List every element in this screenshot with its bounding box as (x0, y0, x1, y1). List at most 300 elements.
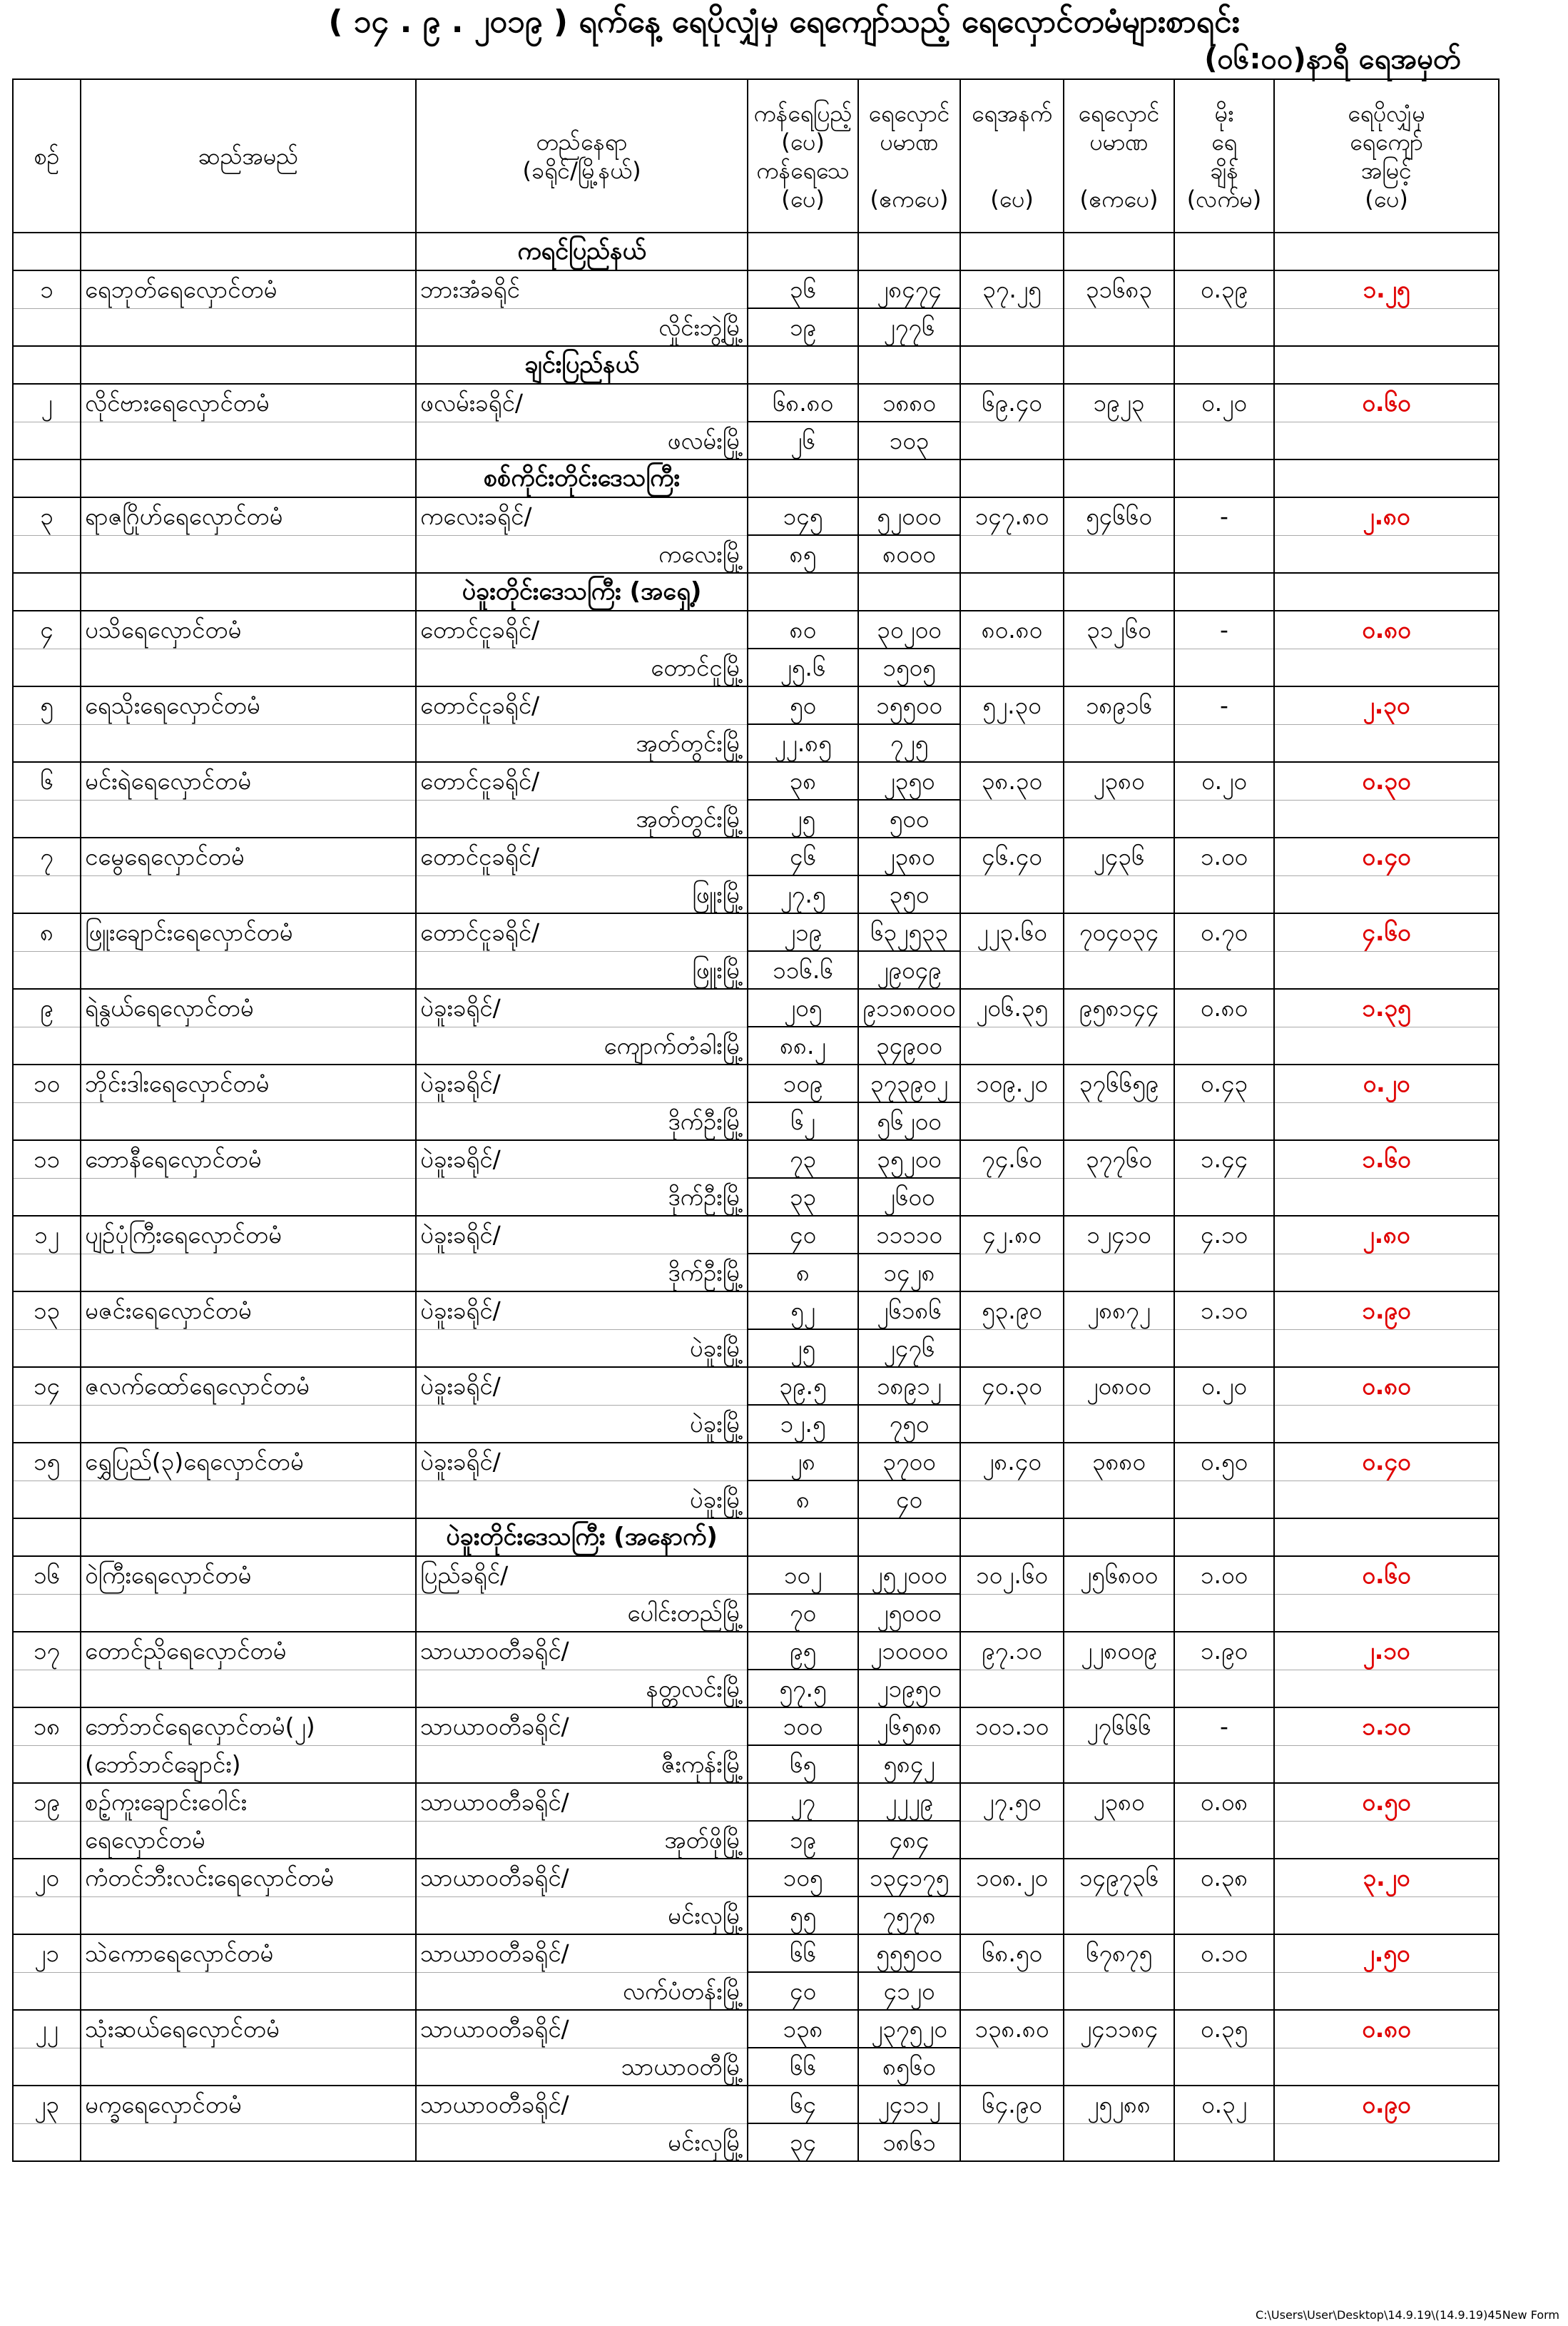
rainfall: ၀.၃၉ (1174, 270, 1274, 308)
overflow-height: ၀.၂၀ (1274, 1065, 1499, 1102)
cell-empty (1064, 649, 1174, 686)
overflow-height: ၂.၁၀ (1274, 1632, 1499, 1670)
table-row-sub (13, 1594, 1499, 1632)
cell-empty (960, 346, 1064, 384)
full-level: ၁၀၀ (748, 1707, 858, 1745)
cell-empty (1064, 875, 1174, 913)
cell-empty (1064, 1972, 1174, 2010)
table-row-sub (13, 724, 1499, 762)
cell-empty (1064, 1594, 1174, 1632)
dam-name-line2 (81, 1102, 416, 1140)
rainfall: ၀.၃၅ (1174, 2010, 1274, 2048)
capacity-full: ၂၆၅၈၈ (858, 1707, 960, 1745)
dam-name-line2 (81, 800, 416, 838)
dam-name: ရေသိုးရေလှောင်တမံ (81, 686, 416, 724)
water-depth: ၁၀၈.၂၀ (960, 1859, 1064, 1896)
cell-empty (1174, 1102, 1274, 1140)
cell-empty (1174, 1972, 1274, 2010)
table-row (13, 913, 1499, 951)
capacity-full: ၂၂၂၉ (858, 1783, 960, 1821)
overflow-height: ၂.၅၀ (1274, 1934, 1499, 1972)
water-depth: ၃၇.၂၅ (960, 270, 1064, 308)
capacity-dead: ၄၀ (858, 1481, 960, 1518)
cell-empty (1274, 1405, 1499, 1443)
table-row (13, 1556, 1499, 1594)
table-row (13, 2010, 1499, 2048)
table-row-sub (13, 308, 1499, 346)
table-row (13, 1367, 1499, 1405)
district: သာယာဝတီခရိုင်/ (416, 1934, 748, 1972)
cell-empty (858, 459, 960, 497)
cell-empty (960, 2123, 1064, 2161)
overflow-height: ၀.၄၀ (1274, 1443, 1499, 1481)
cell-empty (748, 573, 858, 611)
dam-name: ဝဲကြီးရေလှောင်တမံ (81, 1556, 416, 1594)
dam-name: မက္ခရေလှောင်တမံ (81, 2086, 416, 2123)
overflow-height: ၀.၄၀ (1274, 838, 1499, 875)
row-number: ၄ (13, 611, 81, 649)
township: အုတ်တွင်းမြို့ (416, 724, 748, 762)
row-number: ၅ (13, 686, 81, 724)
dead-level: ၂၆ (748, 422, 858, 459)
capacity-full: ၂၁၀၀၀၀ (858, 1632, 960, 1670)
storage: ၂၅၂၈၈ (1064, 2086, 1174, 2123)
cell-empty (858, 573, 960, 611)
storage: ၃၁၂၆၀ (1064, 611, 1174, 649)
capacity-dead: ၈၅၆၀ (858, 2048, 960, 2086)
cell-empty (13, 951, 81, 989)
district: ပဲခူးခရိုင်/ (416, 1367, 748, 1405)
row-number: ၇ (13, 838, 81, 875)
water-depth: ၁၃၈.၈၀ (960, 2010, 1064, 2048)
table-row (13, 762, 1499, 800)
cell-empty (1174, 1670, 1274, 1707)
cell-empty (13, 1027, 81, 1065)
cell-empty (1174, 1254, 1274, 1291)
dead-level: ၄၀ (748, 1972, 858, 2010)
dam-name: ဖြူးချောင်းရေလှောင်တမံ (81, 913, 416, 951)
cell-empty (748, 233, 858, 270)
full-level: ၁၀၅ (748, 1859, 858, 1896)
storage: ၃၁၆၈၃ (1064, 270, 1174, 308)
township: ကျောက်တံခါးမြို့ (416, 1027, 748, 1065)
capacity-full: ၁၈၉၁၂ (858, 1367, 960, 1405)
cell-empty (1064, 233, 1174, 270)
dead-level: ၅၅ (748, 1896, 858, 1934)
dam-name-line2: ရေလှောင်တမံ (81, 1821, 416, 1859)
capacity-full: ၃၅၂၀၀ (858, 1140, 960, 1178)
dam-name-line2 (81, 724, 416, 762)
capacity-full: ၁၃၄၁၇၅ (858, 1859, 960, 1896)
cell-empty (1174, 1405, 1274, 1443)
dead-level: ၁၉ (748, 1821, 858, 1859)
storage: ၅၄၆၆၀ (1064, 497, 1174, 535)
township: ပဲခူးမြို့ (416, 1329, 748, 1367)
water-depth: ၂၈.၄၀ (960, 1443, 1064, 1481)
township: မင်းလှမြို့ (416, 2123, 748, 2161)
cell-empty (1274, 535, 1499, 573)
cell-empty (13, 1178, 81, 1216)
capacity-full: ၆၃၂၅၃၃ (858, 913, 960, 951)
cell-empty (1174, 346, 1274, 384)
full-level: ၆၄ (748, 2086, 858, 2123)
dam-name: ဘောနီရေလှောင်တမံ (81, 1140, 416, 1178)
cell-empty (858, 346, 960, 384)
dam-name-line2 (81, 1481, 416, 1518)
district: ဖလမ်းခရိုင်/ (416, 384, 748, 422)
row-number: ၁ (13, 270, 81, 308)
capacity-dead: ၂၅၀၀၀ (858, 1594, 960, 1632)
dead-level: ၂၇.၅ (748, 875, 858, 913)
water-depth: ၅၃.၉၀ (960, 1291, 1064, 1329)
cell-empty (1174, 422, 1274, 459)
dead-level: ၈ (748, 1254, 858, 1291)
township: တောင်ငူမြို့ (416, 649, 748, 686)
cell-empty (1064, 573, 1174, 611)
full-level: ၂၈ (748, 1443, 858, 1481)
township: လက်ပံတန်းမြို့ (416, 1972, 748, 2010)
table-row (13, 1783, 1499, 1821)
table-row (13, 686, 1499, 724)
capacity-dead: ၈၀၀၀ (858, 535, 960, 573)
table-row (13, 989, 1499, 1027)
storage: ၂၂၈၀၀၉ (1064, 1632, 1174, 1670)
water-depth: ၁၀၉.၂၀ (960, 1065, 1064, 1102)
table-row (13, 611, 1499, 649)
cell-empty (1174, 649, 1274, 686)
dead-level: ၂၅.၆ (748, 649, 858, 686)
full-level: ၈၀ (748, 611, 858, 649)
capacity-full: ၂၃၅၀ (858, 762, 960, 800)
cell-empty (1174, 1821, 1274, 1859)
dam-name-line2 (81, 1896, 416, 1934)
storage: ၂၄၁၁၈၄ (1064, 2010, 1174, 2048)
cell-empty (748, 1518, 858, 1556)
cell-empty (960, 1329, 1064, 1367)
row-number: ၃ (13, 497, 81, 535)
dam-name-line2 (81, 1329, 416, 1367)
dam-name-line2: (ဘော်ဘင်ချောင်း) (81, 1745, 416, 1783)
table-row-sub (13, 951, 1499, 989)
reservoir-table (12, 78, 1500, 2162)
cell-empty (1274, 1518, 1499, 1556)
cell-empty (1274, 2123, 1499, 2161)
dead-level: ၆၆ (748, 2048, 858, 2086)
dead-level: ၅၇.၅ (748, 1670, 858, 1707)
district: သာယာဝတီခရိုင်/ (416, 1632, 748, 1670)
full-level: ၉၅ (748, 1632, 858, 1670)
overflow-height: ၁.၁၀ (1274, 1707, 1499, 1745)
storage: ၂၈၈၇၂ (1064, 1291, 1174, 1329)
row-number: ၁၃ (13, 1291, 81, 1329)
rainfall: ၀.၅၀ (1174, 1443, 1274, 1481)
township: ဒိုက်ဦးမြို့ (416, 1102, 748, 1140)
rainfall: ၀.၇၀ (1174, 913, 1274, 951)
capacity-dead: ၁၅၀၅ (858, 649, 960, 686)
cell-empty (13, 573, 81, 611)
cell-empty (1064, 346, 1174, 384)
cell-empty (1274, 1329, 1499, 1367)
cell-empty (1174, 1518, 1274, 1556)
rainfall: ၁.၁၀ (1174, 1291, 1274, 1329)
cell-empty (960, 1027, 1064, 1065)
cell-empty (1174, 535, 1274, 573)
cell-empty (960, 800, 1064, 838)
capacity-dead: ၅၈၄၂ (858, 1745, 960, 1783)
cell-empty (1274, 1896, 1499, 1934)
overflow-height: ၁.၉၀ (1274, 1291, 1499, 1329)
full-level: ၅၀ (748, 686, 858, 724)
region-label: ပဲခူးတိုင်းဒေသကြီး (အရှေ့) (416, 573, 748, 611)
cell-empty (960, 649, 1064, 686)
table-row-sub (13, 1821, 1499, 1859)
rainfall: ၀.၃၂ (1174, 2086, 1274, 2123)
region-label: ချင်းပြည်နယ် (416, 346, 748, 384)
district: ပဲခူးခရိုင်/ (416, 1216, 748, 1254)
region-row (13, 346, 1499, 384)
table-row-sub (13, 1102, 1499, 1140)
row-number: ၂၁ (13, 1934, 81, 1972)
cell-empty (13, 2123, 81, 2161)
cell-empty (960, 233, 1064, 270)
district: ပဲခူးခရိုင်/ (416, 1140, 748, 1178)
table-row-sub (13, 422, 1499, 459)
overflow-height: ၄.၆၀ (1274, 913, 1499, 951)
cell-empty (1064, 1254, 1174, 1291)
dam-name: ဇလက်ထော်ရေလှောင်တမံ (81, 1367, 416, 1405)
cell-empty (1174, 1745, 1274, 1783)
storage: ၇၀၄၀၃၄ (1064, 913, 1174, 951)
rainfall: ၁.၄၄ (1174, 1140, 1274, 1178)
storage: ၂၄၃၆ (1064, 838, 1174, 875)
cell-empty (13, 724, 81, 762)
cell-empty (13, 1594, 81, 1632)
table-row (13, 1632, 1499, 1670)
cell-empty (1064, 1670, 1174, 1707)
capacity-full: ၂၅၂၀၀၀ (858, 1556, 960, 1594)
township: သာယာဝတီမြို့ (416, 2048, 748, 2086)
table-row-sub (13, 2123, 1499, 2161)
table-row-sub (13, 800, 1499, 838)
capacity-dead: ၁၀၃ (858, 422, 960, 459)
cell-empty (1274, 1745, 1499, 1783)
water-depth: ၅၂.၃၀ (960, 686, 1064, 724)
dam-name: သုံးဆယ်ရေလှောင်တမံ (81, 2010, 416, 2048)
row-number: ၁၄ (13, 1367, 81, 1405)
water-depth: ၂၂၃.၆၀ (960, 913, 1064, 951)
dam-name-line2 (81, 308, 416, 346)
dead-level: ၃၄ (748, 2123, 858, 2161)
cell-empty (960, 573, 1064, 611)
table-row-sub (13, 1670, 1499, 1707)
table-row (13, 1934, 1499, 1972)
dam-name: မဇင်းရေလှောင်တမံ (81, 1291, 416, 1329)
cell-empty (1274, 1594, 1499, 1632)
storage: ၃၈၈၀ (1064, 1443, 1174, 1481)
full-level: ၄၀ (748, 1216, 858, 1254)
township: နတ္တလင်းမြို့ (416, 1670, 748, 1707)
cell-empty (1274, 1178, 1499, 1216)
dam-name-line2 (81, 2123, 416, 2161)
township: ဒိုက်ဦးမြို့ (416, 1254, 748, 1291)
cell-empty (1064, 1405, 1174, 1443)
cell-empty (13, 1102, 81, 1140)
table-row-sub (13, 1481, 1499, 1518)
table-row-sub (13, 1972, 1499, 2010)
cell-empty (1274, 1972, 1499, 2010)
dam-name: ဘိုင်းဒါးရေလှောင်တမံ (81, 1065, 416, 1102)
rainfall: ၀.၀၈ (1174, 1783, 1274, 1821)
township: ပေါင်းတည်မြို့ (416, 1594, 748, 1632)
township: ဖြူးမြို့ (416, 875, 748, 913)
row-number: ၂ (13, 384, 81, 422)
storage: ၁၉၂၃ (1064, 384, 1174, 422)
header-storage: ရေလှောင် ပမာဏ (ဧကပေ) (1064, 79, 1174, 233)
capacity-full: ၂၈၄၇၄ (858, 270, 960, 308)
storage: ၃၇၆၆၅၉ (1064, 1065, 1174, 1102)
dam-name-line2 (81, 2048, 416, 2086)
overflow-height: ၂.၈၀ (1274, 1216, 1499, 1254)
cell-empty (1064, 1027, 1174, 1065)
water-depth: ၄၂.၈၀ (960, 1216, 1064, 1254)
overflow-height: ၀.၃၀ (1274, 762, 1499, 800)
table-body (13, 233, 1499, 2161)
cell-empty (1174, 875, 1274, 913)
cell-empty (13, 1896, 81, 1934)
cell-empty (1174, 1481, 1274, 1518)
table-row-sub (13, 1405, 1499, 1443)
capacity-dead: ၂၄၇၆ (858, 1329, 960, 1367)
capacity-dead: ၁၄၂၈ (858, 1254, 960, 1291)
cell-empty (1274, 573, 1499, 611)
row-number: ၂၀ (13, 1859, 81, 1896)
dead-level: ၇၀ (748, 1594, 858, 1632)
dead-level: ၂၂.၈၅ (748, 724, 858, 762)
cell-empty (960, 535, 1064, 573)
district: တောင်ငူခရိုင်/ (416, 838, 748, 875)
dead-level: ၁၁၆.၆ (748, 951, 858, 989)
cell-empty (1274, 1102, 1499, 1140)
dam-name-line2 (81, 535, 416, 573)
region-label: ကရင်ပြည်နယ် (416, 233, 748, 270)
region-row (13, 573, 1499, 611)
capacity-full: ၃၇၃၉၀၂ (858, 1065, 960, 1102)
dam-name-line2 (81, 1027, 416, 1065)
row-number: ၁၀ (13, 1065, 81, 1102)
dead-level: ၁၉ (748, 308, 858, 346)
cell-empty (13, 1481, 81, 1518)
region-row (13, 233, 1499, 270)
capacity-dead: ၃၄၉၀၀ (858, 1027, 960, 1065)
water-depth: ၆၈.၅၀ (960, 1934, 1064, 1972)
cell-empty (13, 1745, 81, 1783)
cell-empty (1274, 875, 1499, 913)
region-row (13, 1518, 1499, 1556)
full-level: ၆၆ (748, 1934, 858, 1972)
cell-empty (1274, 346, 1499, 384)
cell-empty (81, 573, 416, 611)
cell-empty (13, 1670, 81, 1707)
capacity-dead: ၅၆၂၀၀ (858, 1102, 960, 1140)
dam-name: ကံတင်ဘီးလင်းရေလှောင်တမံ (81, 1859, 416, 1896)
cell-empty (1174, 724, 1274, 762)
dead-level: ၂၅ (748, 800, 858, 838)
cell-empty (13, 875, 81, 913)
capacity-full: ၂၃၇၅၂၀ (858, 2010, 960, 2048)
dead-level: ၈ (748, 1481, 858, 1518)
table-row-sub (13, 1178, 1499, 1216)
full-level: ၃၈ (748, 762, 858, 800)
capacity-full: ၃၀၂၀၀ (858, 611, 960, 649)
storage: ၂၃၈၀ (1064, 1783, 1174, 1821)
capacity-full: ၉၁၁၈၀၀၀ (858, 989, 960, 1027)
dam-name-line2 (81, 1254, 416, 1291)
table-row (13, 1140, 1499, 1178)
cell-empty (1174, 1329, 1274, 1367)
rainfall: ၀.၈၀ (1174, 989, 1274, 1027)
storage: ၂၇၆၆၆ (1064, 1707, 1174, 1745)
cell-empty (1274, 724, 1499, 762)
full-level: ၄၆ (748, 838, 858, 875)
region-row (13, 459, 1499, 497)
cell-empty (1174, 1178, 1274, 1216)
cell-empty (1064, 1896, 1174, 1934)
cell-empty (1174, 573, 1274, 611)
storage: ၆၇၈၇၅ (1064, 1934, 1174, 1972)
dam-name-line2 (81, 1594, 416, 1632)
dead-level: ၃၃ (748, 1178, 858, 1216)
cell-empty (81, 346, 416, 384)
full-level: ၅၂ (748, 1291, 858, 1329)
cell-empty (960, 459, 1064, 497)
dam-name: ဘော်ဘင်ရေလှောင်တမံ(၂) (81, 1707, 416, 1745)
cell-empty (1174, 951, 1274, 989)
cell-empty (960, 2048, 1064, 2086)
water-depth: ၈၀.၈၀ (960, 611, 1064, 649)
cell-empty (960, 724, 1064, 762)
table-row-sub (13, 535, 1499, 573)
dam-name: ရာဇဂြိုဟ်ရေလှောင်တမံ (81, 497, 416, 535)
full-level: ၃၆ (748, 270, 858, 308)
water-depth: ၆၄.၉၀ (960, 2086, 1064, 2123)
table-row (13, 1859, 1499, 1896)
capacity-full: ၂၄၁၁၂ (858, 2086, 960, 2123)
cell-empty (960, 308, 1064, 346)
row-number: ၈ (13, 913, 81, 951)
dam-name: ပျဉ်ပုံကြီးရေလှောင်တမံ (81, 1216, 416, 1254)
rainfall: ၀.၂၀ (1174, 762, 1274, 800)
dam-name-line2 (81, 649, 416, 686)
capacity-dead: ၄၈၄ (858, 1821, 960, 1859)
overflow-height: ၁.၂၅ (1274, 270, 1499, 308)
water-depth: ၆၉.၄၀ (960, 384, 1064, 422)
cell-empty (13, 422, 81, 459)
cell-empty (1274, 2048, 1499, 2086)
township: ဇီးကုန်းမြို့ (416, 1745, 748, 1783)
township: အုတ်ဖိုမြို့ (416, 1821, 748, 1859)
table-row (13, 497, 1499, 535)
cell-empty (1174, 1594, 1274, 1632)
cell-empty (960, 1821, 1064, 1859)
township: ဖလမ်းမြို့ (416, 422, 748, 459)
capacity-dead: ၇၅၀ (858, 1405, 960, 1443)
full-level: ၁၃၈ (748, 2010, 858, 2048)
full-level: ၂၇ (748, 1783, 858, 1821)
storage: ၃၇၇၆၀ (1064, 1140, 1174, 1178)
table-row (13, 1216, 1499, 1254)
cell-empty (1274, 1670, 1499, 1707)
water-depth: ၁၀၂.၆၀ (960, 1556, 1064, 1594)
